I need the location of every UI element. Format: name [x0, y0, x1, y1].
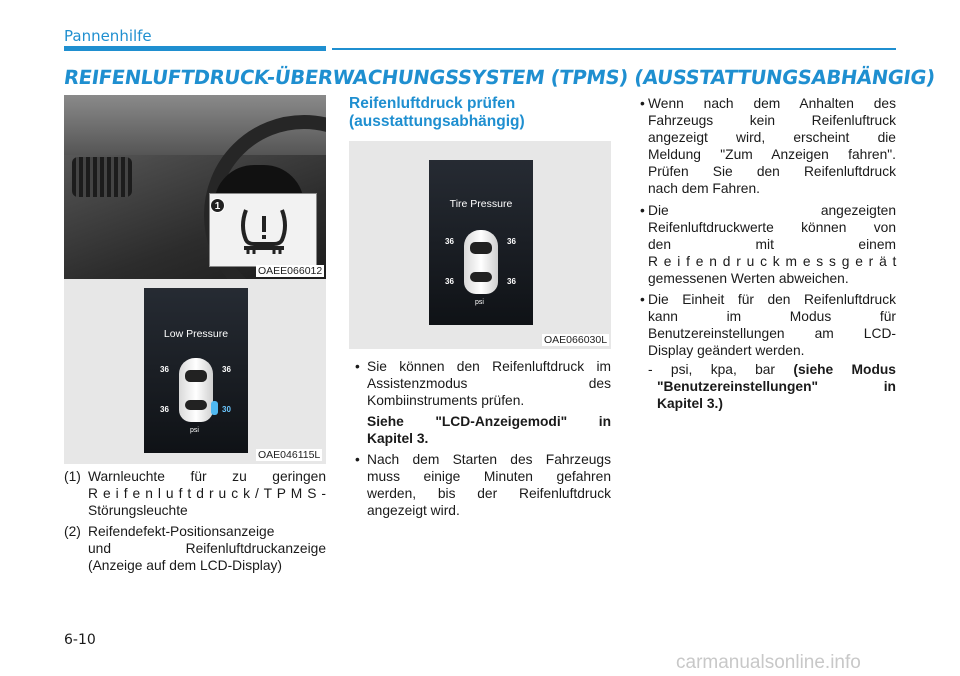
- bullet-dot: •: [640, 203, 645, 218]
- tire-value-rear-left: 36: [160, 405, 169, 414]
- header-rule-thick: [64, 46, 326, 51]
- figure-code-2: OAE046115L: [258, 449, 321, 461]
- unit-label: psi: [190, 427, 199, 434]
- subheading: Reifenluftdruck prüfen (ausstattungsabhängig): [349, 95, 525, 130]
- bullet-1-reference: Siehe "LCD-Anzeigemodi" in Kapitel 3.: [367, 414, 611, 446]
- tire-value-front-right: 36: [507, 237, 516, 246]
- lcd-title: Tire Pressure: [449, 198, 513, 210]
- bullet-dot: •: [355, 452, 360, 467]
- right-bullet-3: Die Einheit für den Reifenluftdruck kann im Modus für Benutzereinstellungen am LCD- Display geändert werden.: [648, 292, 896, 358]
- lcd-screen-tire-pressure: [429, 160, 533, 325]
- bullet-1-text: Sie können den Reifenluftdruck im Assistenzmodus des Kombiinstruments prüfen.: [367, 359, 611, 408]
- lcd-title: Low Pressure: [163, 328, 229, 340]
- page-number: 6-10: [64, 632, 96, 648]
- bullet-dot: •: [355, 359, 360, 374]
- tire-value-rear-right: 36: [507, 277, 516, 286]
- low-tire-indicator: [211, 401, 218, 415]
- page-title: REIFENLUFTDRUCK-ÜBERWACHUNGSSYSTEM (TPMS) (AUSSTATTUNGSABHÄNGIG): [62, 66, 937, 89]
- tpms-warning-light-closeup: [209, 193, 317, 267]
- tire-value-front-left: 36: [160, 365, 169, 374]
- tpms-warning-icon: [236, 204, 292, 256]
- bullet-dot: •: [640, 96, 645, 111]
- figure-code-3: OAE066030L: [544, 334, 608, 346]
- unit-options-note: - psi, kpa, bar (siehe Modus "Benutzereinstellungen" in Kapitel 3.): [648, 362, 896, 411]
- bullet-2-text: Nach dem Starten des Fahrzeugs muss einige Minuten gefahren werden, bis der Reifenluftdruck angezeigt wird.: [367, 452, 611, 518]
- tire-value-front-right: 36: [222, 365, 231, 374]
- watermark: carmanualsonline.info: [676, 652, 861, 673]
- car-icon: [464, 230, 498, 294]
- low-pressure-lcd-figure: [64, 279, 326, 464]
- tire-value-rear-left: 36: [445, 277, 454, 286]
- figure-badge-1: 1: [210, 198, 225, 213]
- tire-value-front-left: 36: [445, 237, 454, 246]
- tire-value-rear-right: 30: [222, 405, 231, 414]
- right-bullet-1: Wenn nach dem Anhalten des Fahrzeugs kein Reifenluftruck angezeigt wird, erscheint die Meldung "Zum Anzeigen fahren". Prüfen Sie den Reifenluftdruck nach dem Fahren.: [648, 96, 896, 196]
- right-bullet-2: Die angezeigten Reifenluftdruckwerte können von den mit einem R e i f e n d r u c k m e s s g e r ä t gemessenen Werten abweichen.: [648, 203, 896, 286]
- section-label: Pannenhilfe: [64, 27, 152, 45]
- lcd-screen-low-pressure: [144, 288, 248, 453]
- air-vent: [72, 157, 132, 197]
- legend-item-2: Reifendefekt-Positionsanzeige und Reifenluftdruckanzeige (Anzeige auf dem LCD-Display): [88, 524, 326, 573]
- bullet-dot: •: [640, 292, 645, 307]
- legend-item-1: Warnleuchte für zu geringen R e i f e n l u f t d r u c k / T P M S - Störungsleuchte: [88, 469, 326, 518]
- figure-code-1: OAEE066012: [258, 265, 323, 277]
- legend-number-2: (2): [64, 524, 81, 539]
- tire-pressure-lcd-figure: [349, 141, 611, 349]
- header-rule-thin: [332, 48, 896, 50]
- car-icon: [179, 358, 213, 422]
- unit-label: psi: [475, 299, 484, 306]
- legend-number-1: (1): [64, 469, 81, 484]
